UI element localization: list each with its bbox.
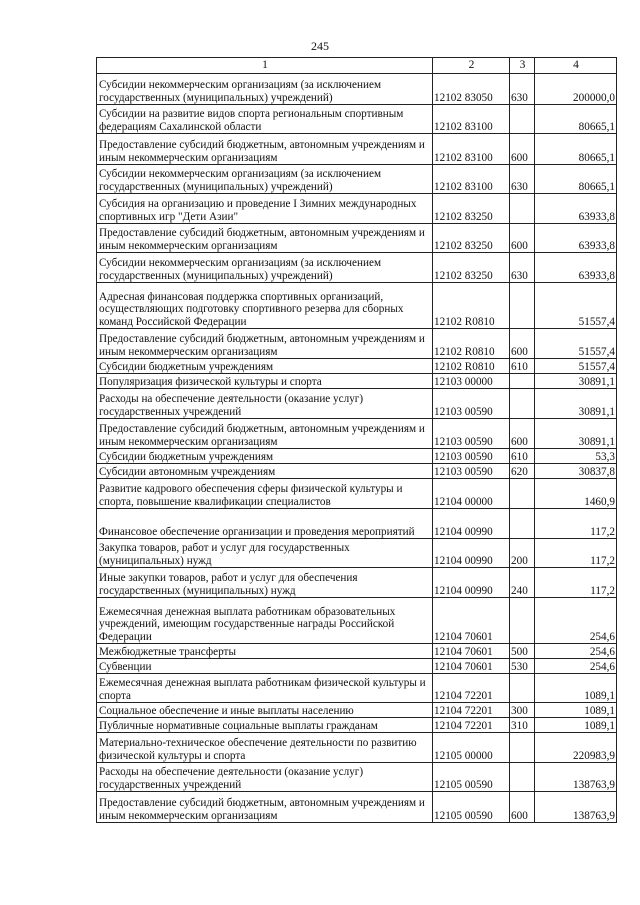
row-code-cell: 12103 00590 [433, 389, 510, 419]
row-sum-cell: 80665,1 [535, 105, 617, 134]
row-code-cell: 12104 00990 [433, 509, 510, 539]
row-sum-cell: 1089,1 [535, 718, 617, 733]
row-type-cell: 600 [510, 792, 535, 823]
row-type-cell: 240 [510, 568, 535, 598]
row-sum-cell: 138763,9 [535, 792, 617, 823]
table-row [97, 718, 617, 733]
row-type-cell: 610 [510, 359, 535, 374]
row-sum-cell: 200000,0 [535, 74, 617, 105]
row-type-cell: 610 [510, 449, 535, 464]
row-code-cell: 12102 83100 [433, 165, 510, 194]
row-sum-cell: 51557,4 [535, 283, 617, 329]
row-name-cell: Расходы на обеспечение деятельности (оказание услуг) государственных учреждений [97, 763, 433, 792]
row-code-cell: 12102 83250 [433, 253, 510, 283]
row-name-cell: Межбюджетные трансферты [97, 644, 433, 659]
row-code-cell: 12102 R0810 [433, 329, 510, 359]
row-sum-cell: 30891,1 [535, 419, 617, 449]
row-sum-cell: 63933,8 [535, 224, 617, 253]
table-row [97, 464, 617, 479]
row-name-cell: Субсидия на организацию и проведение I Зимних международных спортивных игр "Дети Азии" [97, 194, 433, 224]
row-code-cell: 12104 00000 [433, 479, 510, 509]
table-header-row [97, 58, 617, 74]
budget-table-body [97, 58, 617, 823]
row-name-cell: Субвенции [97, 659, 433, 674]
row-sum-cell: 254,6 [535, 644, 617, 659]
row-name-cell: Субсидии на развитие видов спорта региональным спортивным федерациям Сахалинской области [97, 105, 433, 134]
row-code-cell: 12105 00000 [433, 733, 510, 763]
row-type-cell: 600 [510, 224, 535, 253]
row-name-cell: Финансовое обеспечение организации и проведения мероприятий [97, 509, 433, 539]
row-name-cell: Адресная финансовая поддержка спортивных организаций, осуществляющих подготовку спортивного резерва для сборных команд Российской Федерации [97, 283, 433, 329]
row-sum-cell: 220983,9 [535, 733, 617, 763]
table-row [97, 539, 617, 568]
row-code-cell: 12103 00000 [433, 374, 510, 389]
table-row [97, 165, 617, 194]
row-type-cell: 600 [510, 134, 535, 165]
table-row [97, 659, 617, 674]
row-type-cell: 620 [510, 464, 535, 479]
row-sum-cell: 117,2 [535, 539, 617, 568]
page-number: 245 [311, 39, 329, 53]
column-header-3: 3 [510, 58, 535, 74]
row-sum-cell: 63933,8 [535, 194, 617, 224]
row-type-cell [510, 598, 535, 644]
table-row [97, 374, 617, 389]
row-sum-cell: 1089,1 [535, 674, 617, 703]
row-type-cell [510, 763, 535, 792]
row-type-cell [510, 194, 535, 224]
row-name-cell: Предоставление субсидий бюджетным, автономным учреждениям и иным некоммерческим организациям [97, 329, 433, 359]
row-name-cell: Субсидии бюджетным учреждениям [97, 449, 433, 464]
row-code-cell: 12104 70601 [433, 598, 510, 644]
row-type-cell [510, 389, 535, 419]
row-code-cell: 12104 72201 [433, 674, 510, 703]
row-code-cell: 12102 83100 [433, 105, 510, 134]
row-name-cell: Субсидии некоммерческим организациям (за исключением государственных (муниципальных) учреждений) [97, 165, 433, 194]
table-row [97, 479, 617, 509]
table-row [97, 598, 617, 644]
row-name-cell: Расходы на обеспечение деятельности (оказание услуг) государственных учреждений [97, 389, 433, 419]
row-type-cell: 600 [510, 419, 535, 449]
row-sum-cell: 138763,9 [535, 763, 617, 792]
row-type-cell: 630 [510, 253, 535, 283]
row-type-cell: 300 [510, 703, 535, 718]
row-type-cell [510, 509, 535, 539]
row-sum-cell: 117,2 [535, 509, 617, 539]
row-code-cell: 12104 00990 [433, 568, 510, 598]
row-code-cell: 12102 83250 [433, 224, 510, 253]
row-code-cell: 12104 72201 [433, 718, 510, 733]
row-name-cell: Предоставление субсидий бюджетным, автономным учреждениям и иным некоммерческим организациям [97, 792, 433, 823]
row-code-cell: 12105 00590 [433, 763, 510, 792]
row-code-cell: 12102 83250 [433, 194, 510, 224]
row-sum-cell: 30837,8 [535, 464, 617, 479]
row-type-cell: 500 [510, 644, 535, 659]
row-code-cell: 12103 00590 [433, 419, 510, 449]
table-row [97, 419, 617, 449]
row-sum-cell: 254,6 [535, 659, 617, 674]
row-type-cell: 630 [510, 74, 535, 105]
row-name-cell: Развитие кадрового обеспечения сферы физической культуры и спорта, повышение квалификации специалистов [97, 479, 433, 509]
row-sum-cell: 51557,4 [535, 359, 617, 374]
row-name-cell: Субсидии автономным учреждениям [97, 464, 433, 479]
row-name-cell: Публичные нормативные социальные выплаты гражданам [97, 718, 433, 733]
budget-table [96, 57, 617, 823]
row-name-cell: Предоставление субсидий бюджетным, автономным учреждениям и иным некоммерческим организациям [97, 419, 433, 449]
row-sum-cell: 117,2 [535, 568, 617, 598]
row-type-cell [510, 674, 535, 703]
column-header-1: 1 [97, 58, 433, 74]
row-sum-cell: 63933,8 [535, 253, 617, 283]
row-name-cell: Предоставление субсидий бюджетным, автономным учреждениям и иным некоммерческим организациям [97, 134, 433, 165]
row-name-cell: Закупка товаров, работ и услуг для государственных (муниципальных) нужд [97, 539, 433, 568]
row-type-cell [510, 374, 535, 389]
row-name-cell: Материально-техническое обеспечение деятельности по развитию физической культуры и спорта [97, 733, 433, 763]
row-name-cell: Ежемесячная денежная выплата работникам физической культуры и спорта [97, 674, 433, 703]
row-code-cell: 12103 00590 [433, 449, 510, 464]
row-code-cell: 12102 83050 [433, 74, 510, 105]
table-row [97, 674, 617, 703]
row-code-cell: 12104 70601 [433, 659, 510, 674]
table-row [97, 568, 617, 598]
row-name-cell: Субсидии бюджетным учреждениям [97, 359, 433, 374]
row-code-cell: 12103 00590 [433, 464, 510, 479]
row-code-cell: 12102 R0810 [433, 359, 510, 374]
row-type-cell: 600 [510, 329, 535, 359]
row-code-cell: 12104 00990 [433, 539, 510, 568]
row-type-cell: 630 [510, 165, 535, 194]
row-type-cell [510, 283, 535, 329]
row-name-cell: Ежемесячная денежная выплата работникам образовательных учреждений, имеющим государственные награды Российской Федерации [97, 598, 433, 644]
table-row [97, 194, 617, 224]
table-row [97, 283, 617, 329]
table-row [97, 703, 617, 718]
table-row [97, 763, 617, 792]
row-code-cell: 12105 00590 [433, 792, 510, 823]
table-row [97, 224, 617, 253]
table-row [97, 74, 617, 105]
row-type-cell [510, 733, 535, 763]
row-name-cell: Популяризация физической культуры и спорта [97, 374, 433, 389]
row-type-cell: 200 [510, 539, 535, 568]
row-code-cell: 12104 72201 [433, 703, 510, 718]
column-header-2: 2 [433, 58, 510, 74]
table-row [97, 134, 617, 165]
row-sum-cell: 53,3 [535, 449, 617, 464]
table-row [97, 359, 617, 374]
row-sum-cell: 1460,9 [535, 479, 617, 509]
row-name-cell: Предоставление субсидий бюджетным, автономным учреждениям и иным некоммерческим организациям [97, 224, 433, 253]
row-sum-cell: 30891,1 [535, 374, 617, 389]
row-sum-cell: 80665,1 [535, 165, 617, 194]
row-name-cell: Иные закупки товаров, работ и услуг для обеспечения государственных (муниципальных) нужд [97, 568, 433, 598]
column-header-4: 4 [535, 58, 617, 74]
table-row [97, 389, 617, 419]
row-sum-cell: 51557,4 [535, 329, 617, 359]
row-sum-cell: 254,6 [535, 598, 617, 644]
table-row [97, 644, 617, 659]
row-type-cell [510, 105, 535, 134]
row-type-cell [510, 479, 535, 509]
row-sum-cell: 1089,1 [535, 703, 617, 718]
table-row [97, 509, 617, 539]
table-row [97, 449, 617, 464]
row-type-cell: 530 [510, 659, 535, 674]
row-type-cell: 310 [510, 718, 535, 733]
table-row [97, 733, 617, 763]
row-code-cell: 12102 83100 [433, 134, 510, 165]
table-row [97, 792, 617, 823]
table-row [97, 105, 617, 134]
row-sum-cell: 30891,1 [535, 389, 617, 419]
row-name-cell: Субсидии некоммерческим организациям (за исключением государственных (муниципальных) учреждений) [97, 253, 433, 283]
table-row [97, 253, 617, 283]
row-sum-cell: 80665,1 [535, 134, 617, 165]
table-row [97, 329, 617, 359]
row-name-cell: Социальное обеспечение и иные выплаты населению [97, 703, 433, 718]
row-name-cell: Субсидии некоммерческим организациям (за исключением государственных (муниципальных) учреждений) [97, 74, 433, 105]
row-code-cell: 12104 70601 [433, 644, 510, 659]
row-code-cell: 12102 R0810 [433, 283, 510, 329]
